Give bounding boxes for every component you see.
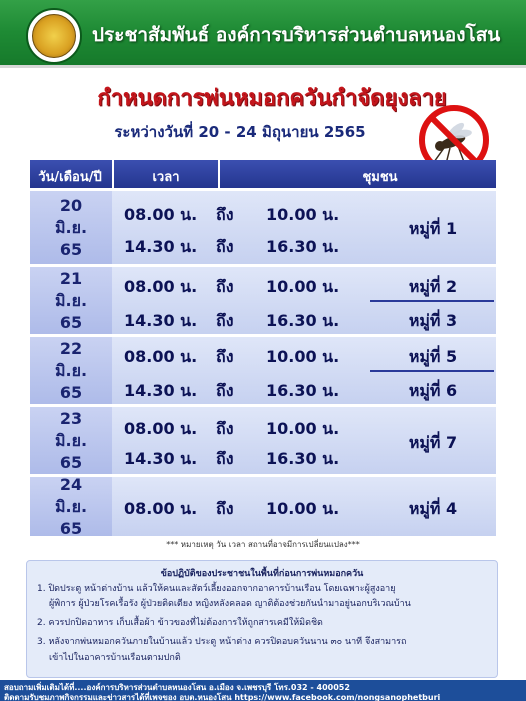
rules-title: ข้อปฏิบัติของประชาชนในพื้นที่ก่อนการพ่นหมอกควัน [160, 569, 364, 579]
time-slot: 08.00 น. ถึง 10.00 น. [124, 499, 340, 518]
footer [0, 680, 526, 701]
date-cell: 24 มิ.ย. 65 [30, 477, 112, 536]
time-slot: 14.30 น. ถึง 16.30 น. [124, 311, 340, 330]
village-label: หมู่ที่ 5 [408, 347, 458, 366]
time-slot: 08.00 น. ถึง 10.00 น. [124, 419, 340, 438]
row-divider [370, 300, 494, 302]
row-divider [370, 370, 494, 372]
header-date: วัน/เดือน/ปี [38, 170, 102, 185]
date-cell: 23 มิ.ย. 65 [30, 407, 112, 474]
village-label: หมู่ที่ 6 [408, 381, 458, 400]
village-label: หมู่ที่ 2 [408, 277, 458, 296]
table-row [30, 188, 496, 264]
date-cell: 22 มิ.ย. 65 [30, 337, 112, 404]
time-slot: 14.30 น. ถึง 16.30 น. [124, 237, 340, 256]
table-header [30, 160, 496, 188]
table-row [30, 264, 496, 334]
time-slot: 08.00 น. ถึง 10.00 น. [124, 277, 340, 296]
poster-subtitle: ระหว่างวันที่ 20 - 24 มิถุนายน 2565 [114, 123, 366, 141]
table-note: *** หมายเหตุ วัน เวลา สถานที่อาจมีการเปลี่ยนแปลง*** [166, 540, 360, 549]
village-label: หมู่ที่ 3 [408, 311, 458, 330]
rule-item: เข้าไปในอาคารบ้านเรือนตามปกติ [49, 653, 181, 663]
village-label: หมู่ที่ 4 [408, 499, 458, 518]
village-label: หมู่ที่ 7 [408, 433, 458, 452]
time-slot: 08.00 น. ถึง 10.00 น. [124, 205, 340, 224]
rules-box [26, 560, 498, 678]
footer-contact: สอบถามเพิ่มเติมได้ที่....องค์การบริหารส่วนตำบลหนองโสน อ.เมือง จ.เพชรบุรี โทร.032 - 400052 [4, 683, 350, 692]
date-cell: 21 มิ.ย. 65 [30, 267, 112, 334]
header-community: ชุมชน [362, 170, 398, 185]
table-row [30, 334, 496, 404]
footer-facebook-link[interactable]: ติดตามรับชมภาพกิจกรรมและข่าวสารได้ที่เพจของ อบต.หนองโสน https://www.facebook.com/nongsanophetburi [4, 693, 441, 701]
header-time: เวลา [152, 170, 180, 185]
header-banner [0, 0, 526, 68]
poster-title: กำหนดการพ่นหมอกควันกำจัดยุงลาย [97, 86, 447, 111]
rule-item: ผู้พิการ ผู้ป่วยโรคเรื้อรัง ผู้ป่วยติดเตียง หญิงหลังคลอด ญาติต้องช่วยกันนำมาอยู่นอกบริเวณบ้าน [49, 599, 411, 609]
rule-item: 3. หลังจากพ่นหมอกควันภายในบ้านแล้ว ประตู หน้าต่าง ควรปิดอบควันนาน ๓๐ นาที จึงสามารถ [37, 637, 407, 647]
header-title: ประชาสัมพันธ์ องค์การบริหารส่วนตำบลหนองโสน [92, 24, 501, 46]
time-slot: 08.00 น. ถึง 10.00 น. [124, 347, 340, 366]
schedule-table [30, 160, 496, 550]
rule-item: 2. ควรปกปิดอาหาร เก็บเสื้อผ้า ข้าวของที่ไม่ต้องการให้ถูกสารเคมีให้มิดชิด [37, 618, 323, 628]
table-row [30, 474, 496, 536]
village-label: หมู่ที่ 1 [408, 219, 458, 238]
time-slot: 14.30 น. ถึง 16.30 น. [124, 449, 340, 468]
rule-item: 1. ปิดประตู หน้าต่างบ้าน แล้วให้คนและสัตว์เลี้ยงออกจากอาคารบ้านเรือน โดยเฉพาะผู้สูงอายุ [37, 584, 396, 594]
date-cell: 20 มิ.ย. 65 [30, 191, 112, 264]
time-slot: 14.30 น. ถึง 16.30 น. [124, 381, 340, 400]
organization-seal-icon [26, 8, 82, 64]
table-row [30, 404, 496, 474]
